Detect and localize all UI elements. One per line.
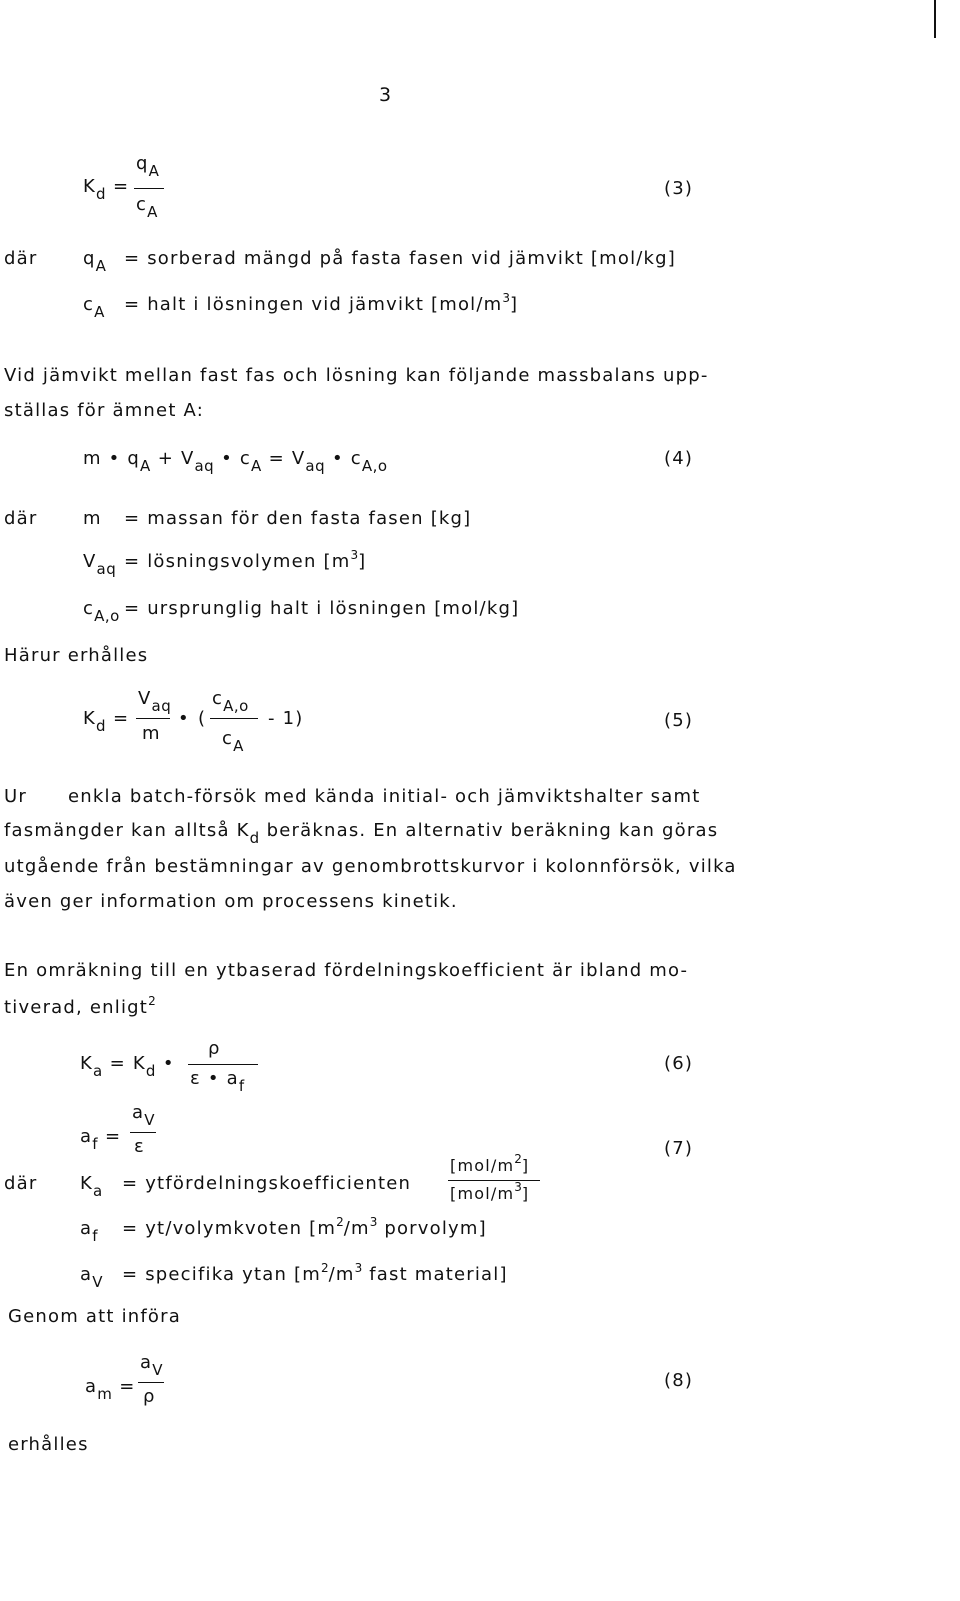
eq7-bar	[130, 1132, 156, 1133]
eq3-fraction-bar	[134, 188, 164, 189]
eq5-bar1	[136, 718, 170, 719]
eq7-lhs: $a_f$ =	[80, 1126, 122, 1153]
eq5-den1: m	[142, 723, 161, 744]
def1-row: $q_A$	[83, 248, 107, 275]
eq4-body: m • $q_A + V_{aq}$ • $c_A = V_{aq}$ • $c_{A,o}$	[83, 448, 388, 475]
def3-frac-bar	[448, 1180, 540, 1181]
eq6-num: ρ	[208, 1038, 221, 1059]
def2-after: Härur erhålles	[4, 645, 149, 666]
def2-lead: där	[4, 508, 38, 529]
def3-row: $K_a$	[80, 1173, 103, 1200]
def3-frac-den: $[mol/m^3]$	[450, 1180, 530, 1203]
def2-row: $V_{aq}$	[83, 551, 117, 578]
outro: erhålles	[8, 1434, 89, 1455]
def3-frac-num: $[mol/m^2]$	[450, 1152, 530, 1175]
def3-row-text: = yt/volymkvoten [$m^2/m^3$ porvolym]	[122, 1215, 487, 1239]
eq6-label: (6)	[664, 1053, 694, 1074]
eq7-num: $a_V$	[132, 1102, 155, 1129]
eq6-bar	[188, 1064, 258, 1065]
eq3-lhs: $K_d$ =	[83, 176, 130, 203]
eq5-minus: - 1)	[268, 708, 304, 729]
eq5-num1: $V_{aq}$	[138, 688, 172, 715]
def2-row: m	[83, 508, 102, 529]
para1-line: Vid jämvikt mellan fast fas och lösning kan följande massbalans upp-	[4, 365, 709, 386]
eq5-lhs: $K_d$ =	[83, 708, 130, 735]
eq3-numerator: $q_A$	[136, 153, 160, 180]
eq8-label: (8)	[664, 1370, 694, 1391]
para2-line3: utgående från bestämningar av genombrottskurvor i kolonnförsök, vilka	[4, 856, 737, 877]
eq4-label: (4)	[664, 448, 694, 469]
para3-line2: tiverad, enligt$^2$	[4, 994, 156, 1018]
def2-row-text: = lösningsvolymen $[m^3]$	[124, 548, 367, 572]
para2-line2: fasmängder kan alltså $K_d$ beräknas. En alternativ beräkning kan göras	[4, 820, 719, 847]
def2-row-text: = massan för den fasta fasen [kg]	[124, 508, 472, 529]
eq8-den: ρ	[143, 1386, 156, 1407]
def2-row-text: = ursprunglig halt i lösningen [mol/kg]	[124, 598, 520, 619]
def1-lead: där	[4, 248, 38, 269]
def3-row-text: = specifika ytan [$m^2/m^3$ fast material]	[122, 1261, 508, 1285]
def3-lead: där	[4, 1173, 38, 1194]
eq8-num: $a_V$	[140, 1352, 163, 1379]
def3-row: $a_V$	[80, 1264, 103, 1291]
def1-row-text: = sorberad mängd på fasta fasen vid jämvikt [mol/kg]	[124, 248, 677, 269]
def3-row-text: = ytfördelningskoefficienten	[122, 1173, 412, 1194]
eq5-dot: •	[178, 708, 190, 729]
eq5-open: (	[198, 708, 207, 729]
eq3-label: (3)	[664, 178, 694, 199]
eq8-bar	[138, 1382, 164, 1383]
eq5-den2: $c_A$	[222, 728, 244, 755]
eq6-den: ε • $a_f$	[190, 1068, 245, 1095]
eq3-denominator: $c_A$	[136, 194, 158, 221]
eq7-den: ε	[134, 1136, 145, 1157]
eq5-bar2	[210, 718, 258, 719]
def3-row: $a_f$	[80, 1218, 99, 1245]
para2-line1-b: enkla batch-försök med kända initial- och jämviktshalter samt	[68, 786, 701, 807]
page-edge-line	[934, 0, 936, 38]
para2-line1-a: Ur	[4, 786, 27, 807]
para3-line1: En omräkning till en ytbaserad fördelningskoefficient är ibland mo-	[4, 960, 689, 981]
para2-line4: även ger information om processens kinetik.	[4, 891, 458, 912]
eq6-lhs: $K_a = K_d$ •	[80, 1053, 175, 1080]
def2-row: $c_{A,o}$	[83, 598, 120, 625]
page-number: 3	[379, 84, 393, 106]
eq5-num2: $c_{A,o}$	[212, 688, 249, 715]
para1-line: ställas för ämnet A:	[4, 400, 204, 421]
eq5-label: (5)	[664, 710, 694, 731]
def1-row: $c_A$	[83, 294, 105, 321]
eq7-label: (7)	[664, 1138, 694, 1159]
intro-8: Genom att införa	[8, 1306, 181, 1327]
eq8-lhs: $a_m$ =	[85, 1376, 136, 1403]
def1-row-text: = halt i lösningen vid jämvikt $[mol/m^3]$	[124, 291, 519, 315]
